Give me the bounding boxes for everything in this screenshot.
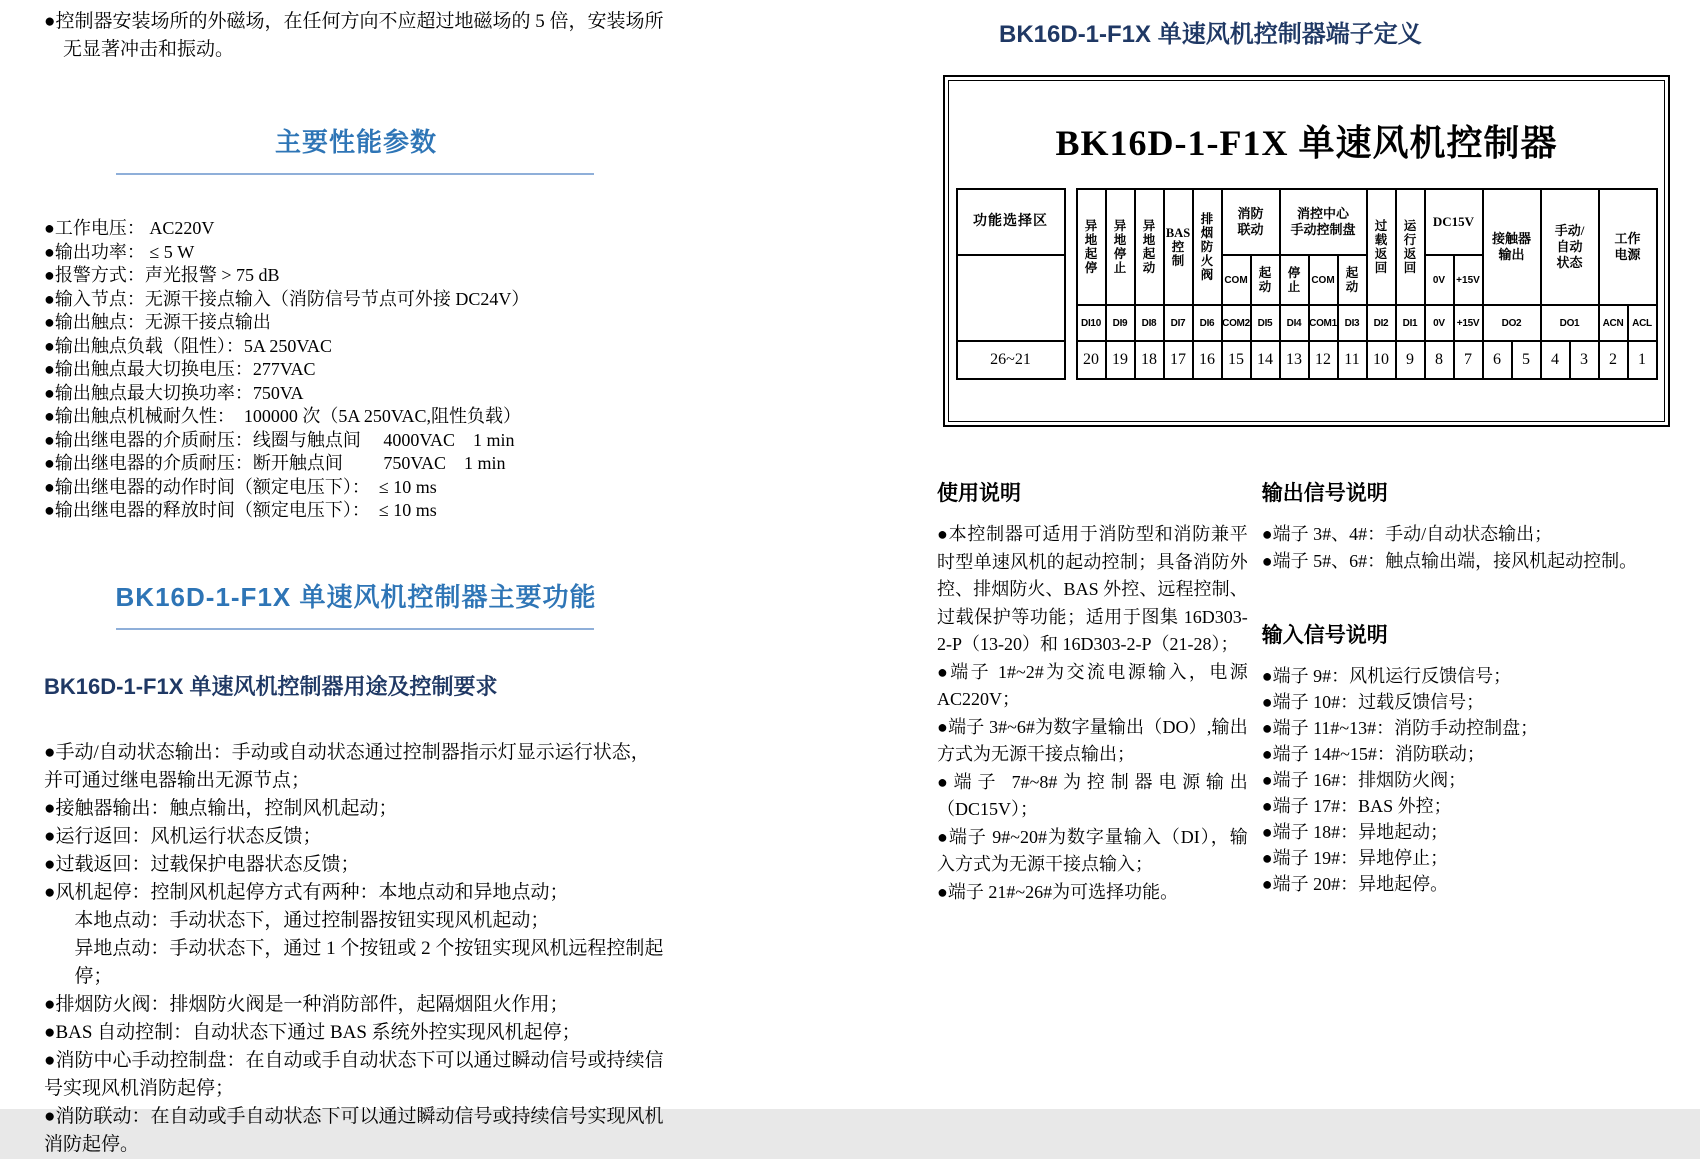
list-item: 本地点动：手动状态下，通过控制器按钮实现风机起动； xyxy=(74,909,550,931)
terminal-header-cell: 停 止 xyxy=(1281,256,1308,304)
terminal-header-cell: BAS 控 制 xyxy=(1165,190,1192,304)
terminal-definition-heading: BK16D-1-F1X 单速风机控制器端子定义 xyxy=(999,21,1422,48)
signal-code-cell: ACN xyxy=(1600,306,1627,340)
functions-title: BK16D-1-F1X 单速风机控制器主要功能 xyxy=(115,581,597,612)
right-column xyxy=(935,14,1680,906)
usage-column xyxy=(937,477,1248,906)
list-item: ●端子 19#：异地停止； xyxy=(1261,848,1449,868)
terminal-header-cell: 功能选择区 xyxy=(958,190,1064,254)
terminal-number-cell: 1 xyxy=(1629,342,1656,378)
terminal-number-cell: 13 xyxy=(1281,342,1308,378)
list-item: ●消防联动：在自动或手自动状态下可以通过瞬动信号或持续信号实现风机消防起停。 xyxy=(44,1105,664,1155)
terminal-number-cell: 12 xyxy=(1310,342,1337,378)
performance-title: 主要性能参数 xyxy=(274,127,437,157)
list-item: ●输入节点：无源干接点输入（消防信号节点可外接 DC24V） xyxy=(44,288,530,309)
signal-code-cell: DI8 xyxy=(1136,306,1163,340)
terminal-header-cell: 起 动 xyxy=(1339,256,1366,304)
terminal-number-cell: 14 xyxy=(1252,342,1279,378)
list-item: ●端子 14#~15#：消防联动； xyxy=(1261,744,1485,764)
function-selector-column xyxy=(956,188,1066,380)
left-column xyxy=(44,8,668,1159)
terminal-header-cell: 异 地 起 停 xyxy=(1078,190,1105,304)
terminal-header-cell: +15V xyxy=(1455,256,1482,304)
terminal-diagram-box xyxy=(943,75,1670,427)
usage-list xyxy=(937,521,1248,906)
list-item: ●输出继电器的释放时间（额定电压下）： ≤ 10 ms xyxy=(44,500,437,520)
title-rule xyxy=(116,173,594,175)
terminal-number-cell: 11 xyxy=(1339,342,1366,378)
terminal-header-cell: 排 烟 防 火 阀 xyxy=(1194,190,1221,304)
list-item: ●过载返回：过载保护电器状态反馈； xyxy=(44,853,360,875)
terminal-number-cell: 20 xyxy=(1078,342,1105,378)
output-signals-title: 输出信号说明 xyxy=(1261,481,1388,505)
signal-code-cell: DI3 xyxy=(1339,306,1366,340)
terminal-header-cell: 异 地 停 止 xyxy=(1107,190,1134,304)
list-item: ●运行返回：风机运行状态反馈； xyxy=(44,825,322,847)
terminal-header-cell: DC15V xyxy=(1426,190,1482,254)
list-item: ●输出触点最大切换电压：277VAC xyxy=(44,359,316,379)
list-item: ●排烟防火阀：排烟防火阀是一种消防部件，起隔烟阻火作用； xyxy=(44,993,569,1015)
signal-code-cell: COM2 xyxy=(1223,306,1250,340)
list-item: ●工作电压： AC220V xyxy=(44,218,215,238)
signal-code-cell: DI10 xyxy=(1078,306,1105,340)
terminal-diagram-inner-border xyxy=(948,80,1665,422)
signal-code-cell: DI5 xyxy=(1252,306,1279,340)
signal-code-cell: 0V xyxy=(1426,306,1453,340)
list-item: ●端子 5#、6#：触点输出端，接风机起动控制。 xyxy=(1261,551,1638,571)
list-item: ●输出继电器的动作时间（额定电压下）： ≤ 10 ms xyxy=(44,476,437,497)
signal-code-cell: COM1 xyxy=(1310,306,1337,340)
signal-code-cell: DI1 xyxy=(1397,306,1424,340)
output-signals-list xyxy=(1262,521,1680,575)
terminal-header-cell: 手动/ 自动 状态 xyxy=(1542,190,1598,304)
terminal-header-cell xyxy=(958,256,1064,340)
signal-code-cell: DO2 xyxy=(1484,306,1540,340)
list-item: ●端子 20#：异地起停。 xyxy=(1261,874,1449,894)
terminal-number-cell: 2 xyxy=(1600,342,1627,378)
terminal-header-cell: 消控中心 手动控制盘 xyxy=(1281,190,1366,254)
list-item: ●输出触点负载（阻性）：5A 250VAC xyxy=(44,335,333,356)
terminal-number-cell: 9 xyxy=(1397,342,1424,378)
list-item: ●输出触点机械耐久性： 100000 次（5A 250VAC,阻性负载） xyxy=(44,406,522,426)
list-item: ●端子 17#：BAS 外控； xyxy=(1261,796,1452,816)
terminal-number-cell: 17 xyxy=(1165,342,1192,378)
terminal-number-cell: 15 xyxy=(1223,342,1250,378)
terminal-header-cell: 0V xyxy=(1426,256,1453,304)
terminal-header-cell: 消防 联动 xyxy=(1223,190,1279,254)
list-item: ●消防中心手动控制盘：在自动或手自动状态下可以通过瞬动信号或持续信号实现风机消防起停； xyxy=(44,1049,664,1099)
terminal-header-cell: 接触器 输出 xyxy=(1484,190,1540,304)
terminal-number-cell: 26~21 xyxy=(958,342,1064,378)
performance-list xyxy=(44,217,668,523)
terminal-table xyxy=(956,188,1658,380)
controller-title: BK16D-1-F1X 单速风机控制器 xyxy=(1055,123,1558,163)
list-item: ●端子 16#：排烟防火阀； xyxy=(1261,770,1467,790)
functions-list xyxy=(44,739,668,1159)
list-item: ●端子 3#~6#为数字量输出（DO）,输出方式为无源干接点输出； xyxy=(937,716,1248,764)
signal-code-cell: ACL xyxy=(1629,306,1656,340)
list-item: ●端子 1#~2#为交流电源输入，电源 AC220V； xyxy=(937,661,1248,709)
list-item: ●端子 3#、4#：手动/自动状态输出； xyxy=(1261,524,1553,544)
list-item: ●端子 10#：过载反馈信号； xyxy=(1261,692,1485,712)
functions-subtitle: BK16D-1-F1X 单速风机控制器用途及控制要求 xyxy=(44,673,498,699)
list-item: ●报警方式：声光报警 > 75 dB xyxy=(44,265,280,285)
signals-column xyxy=(1262,477,1680,906)
terminal-header-cell: 工作 电源 xyxy=(1600,190,1656,304)
terminal-header-cell: 过 载 返 回 xyxy=(1368,190,1395,304)
list-item: ●本控制器可适用于消防型和消防兼平时型单速风机的起动控制；具备消防外控、排烟防火、BAS 外控、远程控制、过载保护等功能；适用于图集 16D303-2-P（13-20）和 16D303-2-P（21-28）； xyxy=(937,524,1248,654)
terminal-number-cell: 19 xyxy=(1107,342,1134,378)
list-item: ●风机起停：控制风机起停方式有两种：本地点动和异地点动； xyxy=(44,881,569,903)
list-item: ●端子 9#~20#为数字量输入（DI），输入方式为无源干接点输入； xyxy=(937,826,1248,874)
signal-code-cell: DO1 xyxy=(1542,306,1598,340)
signal-code-cell: DI7 xyxy=(1165,306,1192,340)
list-item: ●端子 18#：异地起动； xyxy=(1261,822,1449,842)
list-item: 异地点动：手动状态下，通过 1 个按钮或 2 个按钮实现风机远程控制起停； xyxy=(74,937,664,987)
signal-code-cell: DI4 xyxy=(1281,306,1308,340)
list-item: ●手动/自动状态输出：手动或自动状态通过控制器指示灯显示运行状态，并可通过继电器输出无源节点； xyxy=(44,741,650,791)
list-item: ●输出功率： ≤ 5 W xyxy=(44,241,195,262)
terminal-header-cell: 运 行 返 回 xyxy=(1397,190,1424,304)
terminal-number-cell: 5 xyxy=(1513,342,1540,378)
list-item: ●输出触点：无源干接点输出 xyxy=(44,312,271,332)
terminal-header-cell: COM xyxy=(1223,256,1250,304)
list-item: ●输出触点最大切换功率：750VA xyxy=(44,382,304,403)
terminal-number-cell: 16 xyxy=(1194,342,1221,378)
title-rule xyxy=(116,628,594,630)
list-item: ●接触器输出：触点输出，控制风机起动； xyxy=(44,797,398,819)
list-item: ●输出继电器的介质耐压：线圈与触点间 4000VAC 1 min xyxy=(44,429,515,450)
list-item: ●BAS 自动控制：自动状态下通过 BAS 系统外控实现风机起停； xyxy=(44,1021,581,1043)
usage-title: 使用说明 xyxy=(937,481,1021,505)
notes-area xyxy=(935,477,1680,906)
terminal-header-cell: 异 地 起 动 xyxy=(1136,190,1163,304)
terminal-number-cell: 18 xyxy=(1136,342,1163,378)
signal-code-cell: DI6 xyxy=(1194,306,1221,340)
list-item: ●端子 9#：风机运行反馈信号； xyxy=(1261,666,1512,686)
signal-code-cell: DI2 xyxy=(1368,306,1395,340)
input-signals-list xyxy=(1262,663,1680,897)
terminal-header-cell: 起 动 xyxy=(1252,256,1279,304)
terminal-number-cell: 3 xyxy=(1571,342,1598,378)
terminal-number-cell: 6 xyxy=(1484,342,1511,378)
terminal-number-cell: 8 xyxy=(1426,342,1453,378)
terminal-header-cell: COM xyxy=(1310,256,1337,304)
list-item: ●输出继电器的介质耐压：断开触点间 750VAC 1 min xyxy=(44,453,506,473)
terminal-columns xyxy=(1076,188,1658,380)
terminal-number-cell: 4 xyxy=(1542,342,1569,378)
list-item: ●端子 11#~13#：消防手动控制盘； xyxy=(1261,718,1539,738)
terminal-number-cell: 10 xyxy=(1368,342,1395,378)
intro-note: ●控制器安装场所的外磁场，在任何方向不应超过地磁场的 5 倍，安装场所无显著冲击和振动。 xyxy=(44,11,664,60)
signal-code-cell: DI9 xyxy=(1107,306,1134,340)
terminal-number-cell: 7 xyxy=(1455,342,1482,378)
signal-code-cell: +15V xyxy=(1455,306,1482,340)
list-item: ●端子 7#~8#为控制器电源输出（DC15V）； xyxy=(937,771,1248,819)
input-signals-title: 输入信号说明 xyxy=(1261,623,1388,647)
list-item: ●端子 21#~26#为可选择功能。 xyxy=(937,881,1179,902)
